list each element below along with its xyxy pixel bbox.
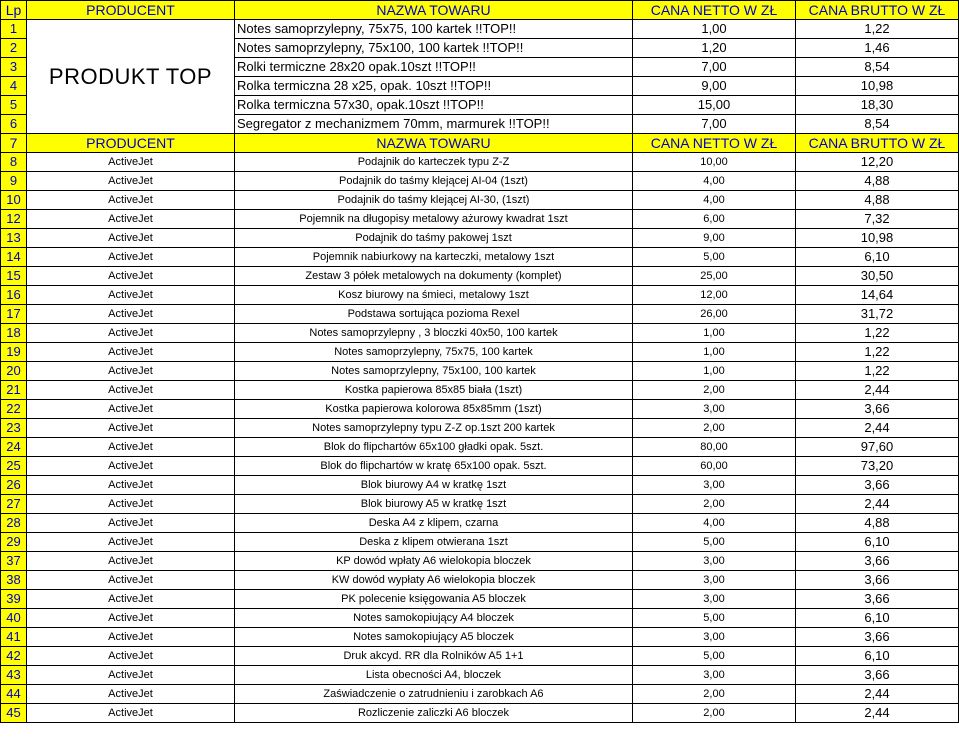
row-net: 3,00 <box>633 400 796 419</box>
table-row <box>1 552 959 571</box>
row-net: 1,20 <box>633 39 796 58</box>
row-gross: 3,66 <box>796 476 959 495</box>
row-name: Blok do flipchartów w kratę 65x100 opak. 5szt. <box>235 457 633 476</box>
table-row <box>1 172 959 191</box>
row-producer: ActiveJet <box>27 609 235 628</box>
row-producer: ActiveJet <box>27 666 235 685</box>
row-name: Notes samoprzylepny , 3 bloczki 40x50, 100 kartek <box>235 324 633 343</box>
row-lp: 44 <box>1 685 27 704</box>
row-name: Rozliczenie zaliczki A6 bloczek <box>235 704 633 723</box>
row-lp: 42 <box>1 647 27 666</box>
row-lp: 22 <box>1 400 27 419</box>
row-gross: 10,98 <box>796 229 959 248</box>
table-row <box>1 362 959 381</box>
header-net: CANA NETTO W ZŁ <box>633 1 796 20</box>
row-name: Kosz biurowy na śmieci, metalowy 1szt <box>235 286 633 305</box>
row-gross: 1,22 <box>796 20 959 39</box>
row-producer: ActiveJet <box>27 343 235 362</box>
row-lp: 3 <box>1 58 27 77</box>
row-gross: 2,44 <box>796 495 959 514</box>
row-lp: 13 <box>1 229 27 248</box>
row-name: Druk akcyd. RR dla Rolników A5 1+1 <box>235 647 633 666</box>
table-row <box>1 286 959 305</box>
row-name: Rolka termiczna 28 x25, opak. 10szt !!TOP!! <box>235 77 633 96</box>
row-net: 2,00 <box>633 685 796 704</box>
row-lp: 8 <box>1 153 27 172</box>
row-gross: 12,20 <box>796 153 959 172</box>
row-gross: 73,20 <box>796 457 959 476</box>
row-net: 7,00 <box>633 115 796 134</box>
row-producer: ActiveJet <box>27 305 235 324</box>
row-producer: ActiveJet <box>27 457 235 476</box>
row-net: 9,00 <box>633 77 796 96</box>
row-producer: ActiveJet <box>27 438 235 457</box>
row-lp: 19 <box>1 343 27 362</box>
row-lp: 1 <box>1 20 27 39</box>
row-lp: 15 <box>1 267 27 286</box>
table-row <box>1 305 959 324</box>
row-gross: 31,72 <box>796 305 959 324</box>
row-gross: 6,10 <box>796 609 959 628</box>
row-lp: 37 <box>1 552 27 571</box>
row-producer: ActiveJet <box>27 533 235 552</box>
row-producer: ActiveJet <box>27 324 235 343</box>
row-producer: ActiveJet <box>27 172 235 191</box>
row-lp: 23 <box>1 419 27 438</box>
row-name: Podstawa sortująca pozioma Rexel <box>235 305 633 324</box>
row-gross: 2,44 <box>796 381 959 400</box>
row-producer: ActiveJet <box>27 248 235 267</box>
header-name: NAZWA TOWARU <box>235 1 633 20</box>
row-name: Podajnik do taśmy pakowej 1szt <box>235 229 633 248</box>
row-lp: 21 <box>1 381 27 400</box>
row-gross: 2,44 <box>796 685 959 704</box>
row-net: 2,00 <box>633 495 796 514</box>
row-name: Blok do flipchartów 65x100 gładki opak. 5szt. <box>235 438 633 457</box>
row-name: Blok biurowy A5 w kratkę 1szt <box>235 495 633 514</box>
row-net: 25,00 <box>633 267 796 286</box>
row-net: 9,00 <box>633 229 796 248</box>
row-name: Segregator z mechanizmem 70mm, marmurek !!TOP!! <box>235 115 633 134</box>
table-row <box>1 210 959 229</box>
table-row <box>1 419 959 438</box>
row-gross: 1,22 <box>796 362 959 381</box>
row-net: 3,00 <box>633 590 796 609</box>
row-gross: 97,60 <box>796 438 959 457</box>
row-gross: 1,22 <box>796 343 959 362</box>
table-row <box>1 248 959 267</box>
row-gross: 4,88 <box>796 172 959 191</box>
row-producer: ActiveJet <box>27 267 235 286</box>
row-producer: ActiveJet <box>27 400 235 419</box>
row-net: 1,00 <box>633 324 796 343</box>
table-row <box>1 476 959 495</box>
row-gross: 8,54 <box>796 115 959 134</box>
table-row <box>1 514 959 533</box>
top-product-label: PRODUKT TOP <box>27 20 235 134</box>
row-name: Deska A4 z klipem, czarna <box>235 514 633 533</box>
row-lp: 28 <box>1 514 27 533</box>
row-lp: 45 <box>1 704 27 723</box>
row-lp: 18 <box>1 324 27 343</box>
table-row <box>1 704 959 723</box>
row-net: 6,00 <box>633 210 796 229</box>
row-gross: 10,98 <box>796 77 959 96</box>
row-net: 7,00 <box>633 58 796 77</box>
row-name: Rolka termiczna 57x30, opak.10szt !!TOP!! <box>235 96 633 115</box>
row-gross: 14,64 <box>796 286 959 305</box>
row-producer: ActiveJet <box>27 210 235 229</box>
row-gross: 8,54 <box>796 58 959 77</box>
row-name: Kostka papierowa kolorowa 85x85mm (1szt) <box>235 400 633 419</box>
row-lp: 5 <box>1 96 27 115</box>
row-lp: 41 <box>1 628 27 647</box>
row-producer: ActiveJet <box>27 476 235 495</box>
row-net: 26,00 <box>633 305 796 324</box>
row-net: 1,00 <box>633 20 796 39</box>
row-lp: 27 <box>1 495 27 514</box>
row-gross: 1,46 <box>796 39 959 58</box>
table-row <box>1 400 959 419</box>
row-net: 5,00 <box>633 609 796 628</box>
row-gross: 6,10 <box>796 533 959 552</box>
row-lp: 12 <box>1 210 27 229</box>
row-lp: 43 <box>1 666 27 685</box>
row-producer: ActiveJet <box>27 552 235 571</box>
row-name: Podajnik do taśmy klejącej AI-30, (1szt) <box>235 191 633 210</box>
header-gross: CANA BRUTTO W ZŁ <box>796 134 959 153</box>
header-row-repeat <box>1 134 959 153</box>
row-gross: 3,66 <box>796 590 959 609</box>
table-row <box>1 381 959 400</box>
row-net: 4,00 <box>633 172 796 191</box>
row-net: 5,00 <box>633 248 796 267</box>
row-gross: 4,88 <box>796 514 959 533</box>
table-row <box>1 647 959 666</box>
row-gross: 7,32 <box>796 210 959 229</box>
row-producer: ActiveJet <box>27 286 235 305</box>
row-producer: ActiveJet <box>27 381 235 400</box>
row-lp: 24 <box>1 438 27 457</box>
row-lp: 4 <box>1 77 27 96</box>
row-net: 3,00 <box>633 476 796 495</box>
row-name: Notes samoprzylepny, 75x100, 100 kartek !!TOP!! <box>235 39 633 58</box>
row-gross: 4,88 <box>796 191 959 210</box>
row-name: Zaświadczenie o zatrudnieniu i zarobkach A6 <box>235 685 633 704</box>
table-row <box>1 685 959 704</box>
row-gross: 30,50 <box>796 267 959 286</box>
row-gross: 1,22 <box>796 324 959 343</box>
table-row <box>1 153 959 172</box>
table-row <box>1 590 959 609</box>
table-row <box>1 438 959 457</box>
table-row <box>1 191 959 210</box>
row-name: Notes samoprzylepny, 75x75, 100 kartek <box>235 343 633 362</box>
row-name: Notes samokopiujący A4 bloczek <box>235 609 633 628</box>
row-lp: 16 <box>1 286 27 305</box>
table-row <box>1 666 959 685</box>
row-producer: ActiveJet <box>27 571 235 590</box>
row-name: Pojemnik nabiurkowy na karteczki, metalowy 1szt <box>235 248 633 267</box>
row-name: Notes samokopiujący A5 bloczek <box>235 628 633 647</box>
table-row <box>1 229 959 248</box>
row-lp: 25 <box>1 457 27 476</box>
row-lp: 10 <box>1 191 27 210</box>
row-lp: 20 <box>1 362 27 381</box>
row-net: 4,00 <box>633 514 796 533</box>
row-name: Kostka papierowa 85x85 biała (1szt) <box>235 381 633 400</box>
row-name: Podajnik do karteczek typu Z-Z <box>235 153 633 172</box>
row-gross: 3,66 <box>796 400 959 419</box>
row-producer: ActiveJet <box>27 704 235 723</box>
row-gross: 3,66 <box>796 666 959 685</box>
row-name: Notes samoprzylepny typu Z-Z op.1szt 200 kartek <box>235 419 633 438</box>
row-gross: 3,66 <box>796 628 959 647</box>
row-lp: 6 <box>1 115 27 134</box>
row-net: 12,00 <box>633 286 796 305</box>
row-gross: 3,66 <box>796 571 959 590</box>
table-row <box>1 343 959 362</box>
row-name: KW dowód wypłaty A6 wielokopia bloczek <box>235 571 633 590</box>
row-producer: ActiveJet <box>27 628 235 647</box>
row-lp: 38 <box>1 571 27 590</box>
table-row <box>1 457 959 476</box>
row-net: 2,00 <box>633 381 796 400</box>
row-producer: ActiveJet <box>27 229 235 248</box>
table-row <box>1 609 959 628</box>
top-row <box>1 20 959 39</box>
table-row <box>1 533 959 552</box>
row-producer: ActiveJet <box>27 514 235 533</box>
header-gross: CANA BRUTTO W ZŁ <box>796 1 959 20</box>
row-lp: 39 <box>1 590 27 609</box>
row-name: Podajnik do taśmy klejącej AI-04 (1szt) <box>235 172 633 191</box>
row-gross: 2,44 <box>796 419 959 438</box>
row-lp: 17 <box>1 305 27 324</box>
row-name: Blok biurowy A4 w kratkę 1szt <box>235 476 633 495</box>
row-net: 1,00 <box>633 343 796 362</box>
row-net: 15,00 <box>633 96 796 115</box>
row-producer: ActiveJet <box>27 153 235 172</box>
row-name: Zestaw 3 półek metalowych na dokumenty (komplet) <box>235 267 633 286</box>
row-net: 60,00 <box>633 457 796 476</box>
table-row <box>1 628 959 647</box>
header-lp: Lp <box>1 1 27 20</box>
row-net: 3,00 <box>633 552 796 571</box>
row-lp: 29 <box>1 533 27 552</box>
row-gross: 18,30 <box>796 96 959 115</box>
row-producer: ActiveJet <box>27 362 235 381</box>
header-lp: 7 <box>1 134 27 153</box>
header-net: CANA NETTO W ZŁ <box>633 134 796 153</box>
table-row <box>1 495 959 514</box>
row-gross: 6,10 <box>796 647 959 666</box>
row-producer: ActiveJet <box>27 590 235 609</box>
row-net: 80,00 <box>633 438 796 457</box>
table-row <box>1 267 959 286</box>
row-net: 2,00 <box>633 419 796 438</box>
row-name: Pojemnik na długopisy metalowy ażurowy kwadrat 1szt <box>235 210 633 229</box>
header-producer: PRODUCENT <box>27 1 235 20</box>
row-name: Notes samoprzylepny, 75x100, 100 kartek <box>235 362 633 381</box>
row-net: 3,00 <box>633 666 796 685</box>
table-row <box>1 324 959 343</box>
row-net: 5,00 <box>633 647 796 666</box>
row-name: Lista obecności A4, bloczek <box>235 666 633 685</box>
row-net: 3,00 <box>633 571 796 590</box>
row-name: Rolki termiczne 28x20 opak.10szt !!TOP!! <box>235 58 633 77</box>
row-net: 4,00 <box>633 191 796 210</box>
table-row <box>1 571 959 590</box>
row-net: 2,00 <box>633 704 796 723</box>
row-net: 10,00 <box>633 153 796 172</box>
header-producer: PRODUCENT <box>27 134 235 153</box>
header-name: NAZWA TOWARU <box>235 134 633 153</box>
row-gross: 2,44 <box>796 704 959 723</box>
row-lp: 9 <box>1 172 27 191</box>
row-lp: 26 <box>1 476 27 495</box>
row-lp: 2 <box>1 39 27 58</box>
row-gross: 3,66 <box>796 552 959 571</box>
row-lp: 40 <box>1 609 27 628</box>
header-row <box>1 1 959 20</box>
row-lp: 14 <box>1 248 27 267</box>
row-net: 3,00 <box>633 628 796 647</box>
row-producer: ActiveJet <box>27 495 235 514</box>
row-producer: ActiveJet <box>27 191 235 210</box>
row-producer: ActiveJet <box>27 419 235 438</box>
row-net: 5,00 <box>633 533 796 552</box>
row-name: Deska z klipem otwierana 1szt <box>235 533 633 552</box>
row-producer: ActiveJet <box>27 647 235 666</box>
row-name: Notes samoprzylepny, 75x75, 100 kartek !!TOP!! <box>235 20 633 39</box>
row-gross: 6,10 <box>796 248 959 267</box>
row-name: KP dowód wpłaty A6 wielokopia bloczek <box>235 552 633 571</box>
row-producer: ActiveJet <box>27 685 235 704</box>
row-net: 1,00 <box>633 362 796 381</box>
row-name: PK polecenie księgowania A5 bloczek <box>235 590 633 609</box>
